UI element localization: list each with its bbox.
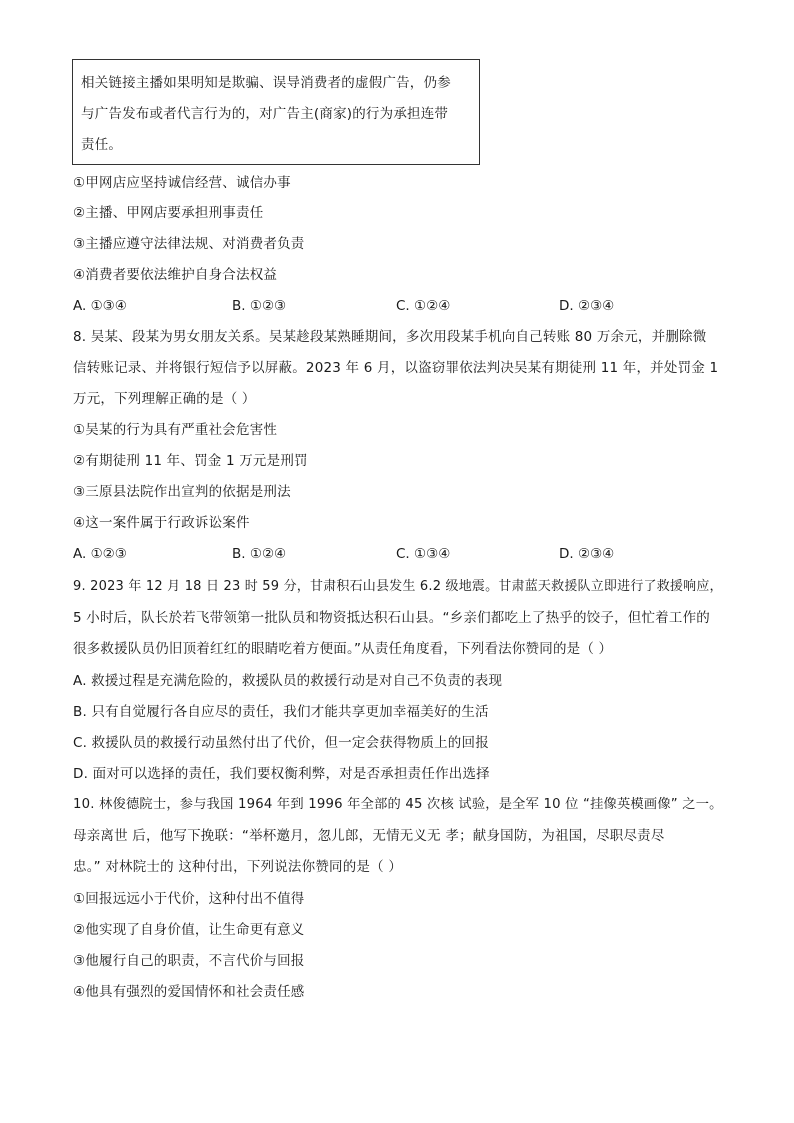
- q7-option-d[interactable]: D. ②③④: [559, 298, 615, 314]
- q7-item-3: ③主播应遵守法律法规、对消费者负责: [73, 236, 305, 252]
- q7-item-4: ④消费者要依法维护自身合法权益: [73, 267, 278, 283]
- q8-item-2: ②有期徒刑 11 年、罚金 1 万元是刑罚: [73, 453, 308, 469]
- q9-option-c[interactable]: C. 救援队员的救援行动虽然付出了代价，但一定会获得物质上的回报: [73, 735, 489, 751]
- q7-item-1: ①甲网店应坚持诚信经营、诚信办事: [73, 175, 291, 191]
- q7-options: [73, 296, 673, 316]
- related-link-box: [72, 59, 480, 165]
- q8-stem-line: 8. 吴某、段某为男女朋友关系。吴某趁段某熟睡期间，多次用段某手机向自己转账 80 万余元，并删除微: [73, 329, 707, 345]
- box-line: 相关链接主播如果明知是欺骗、误导消费者的虚假广告，仍参: [81, 75, 451, 91]
- q10-stem-line: 母亲离世 后，他写下挽联：“举杯邀月，忽儿郎，无情无义无 孝；献身国防，为祖国，尽职尽责尽: [73, 828, 665, 844]
- q8-option-a[interactable]: A. ①②③: [73, 546, 127, 562]
- q8-option-b[interactable]: B. ①②④: [232, 546, 287, 562]
- q9-stem-line: 很多救援队员仍旧顶着红红的眼睛吃着方便面。”从责任角度看，下列看法你赞同的是（ ）: [73, 641, 613, 657]
- q10-stem-line: 忠。” 对林院士的 这种付出，下列说法你赞同的是（ ）: [73, 859, 403, 875]
- q9-stem-line: 9. 2023 年 12 月 18 日 23 时 59 分，甘肃积石山县发生 6.2 级地震。甘肃蓝天救援队立即进行了救援响应，: [73, 579, 723, 594]
- q8-item-4: ④这一案件属于行政诉讼案件: [73, 515, 250, 531]
- box-line: 责任。: [81, 137, 123, 153]
- q7-option-c[interactable]: C. ①②④: [396, 298, 451, 314]
- q9-option-a[interactable]: A. 救援过程是充满危险的，救援队员的救援行动是对自己不负责的表现: [73, 673, 503, 689]
- q8-stem-line: 万元，下列理解正确的是（ ）: [73, 391, 256, 407]
- q8-item-1: ①吴某的行为具有严重社会危害性: [73, 422, 278, 438]
- q10-stem-line: 10. 林俊德院士，参与我国 1964 年到 1996 年全部的 45 次核 试验，是全军 10 位 “挂像英模画像” 之一。: [73, 797, 723, 812]
- box-line: 与广告发布或者代言行为的，对广告主(商家)的行为承担连带: [81, 106, 449, 122]
- q7-item-2: ②主播、甲网店要承担刑事责任: [73, 205, 264, 221]
- q10-item-4: ④他具有强烈的爱国情怀和社会责任感: [73, 984, 305, 1000]
- q8-options: [73, 544, 673, 564]
- q10-item-2: ②他实现了自身价值，让生命更有意义: [73, 922, 305, 938]
- q9-option-d[interactable]: D. 面对可以选择的责任，我们要权衡利弊，对是否承担责任作出选择: [73, 766, 490, 782]
- q9-stem-line: 5 小时后，队长於若飞带领第一批队员和物资抵达积石山县。“乡亲们都吃上了热乎的饺子，但忙着工作的: [73, 610, 710, 626]
- q8-option-c[interactable]: C. ①③④: [396, 546, 451, 562]
- q9-option-b[interactable]: B. 只有自觉履行各自应尽的责任，我们才能共享更加幸福美好的生活: [73, 704, 489, 720]
- q7-option-a[interactable]: A. ①③④: [73, 298, 127, 314]
- q8-item-3: ③三原县法院作出宣判的依据是刑法: [73, 484, 291, 500]
- q7-option-b[interactable]: B. ①②③: [232, 298, 287, 314]
- q10-item-1: ①回报远远小于代价，这种付出不值得: [73, 891, 305, 907]
- q10-item-3: ③他履行自己的职责，不言代价与回报: [73, 953, 305, 969]
- q8-option-d[interactable]: D. ②③④: [559, 546, 615, 562]
- q8-stem-line: 信转账记录、并将银行短信予以屏蔽。2023 年 6 月，以盗窃罪依法判决吴某有期徒刑 11 年，并处罚金 1: [73, 360, 719, 376]
